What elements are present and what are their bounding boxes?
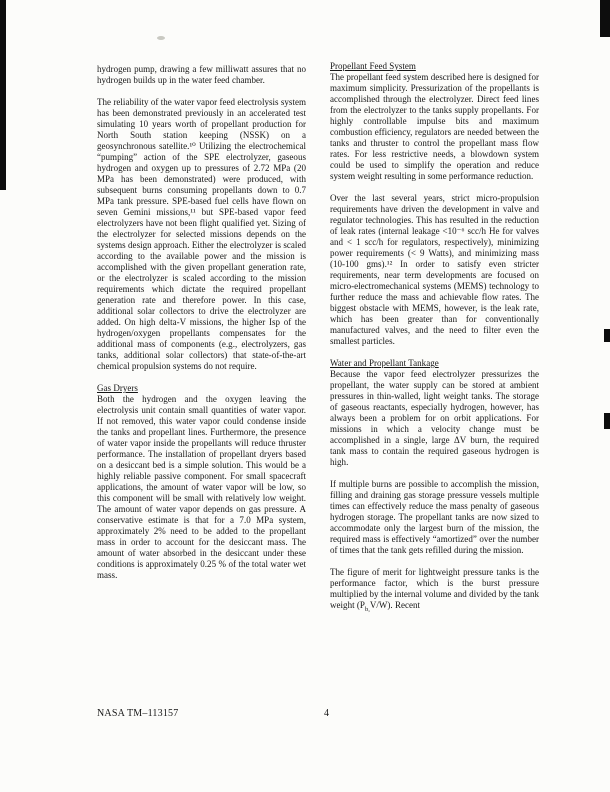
paragraph-feed-system-body: The propellant feed system described here is designed for maximum simplicity. Pressurization of the propellants is accomplished through the electrolyzer. Direct feed lines from the electrolyzer to the tanks supply propellants. For highly controllable impulse bits and maximum combustion efficiency, regulators are needed between the tanks and thruster to control the propellant mass flow rates. For less restrictive needs, a blowdown system could be used to simplify the operation and reduce system weight resulting in some performance reduction.	[330, 72, 539, 181]
footer-report-number: NASA TM–113157	[97, 708, 179, 719]
section-heading-water-propellant-tankage: Water and Propellant Tankage	[330, 358, 439, 368]
paragraph-hydrogen-pump: hydrogen pump, drawing a few milliwatt assures that no hydrogen builds up in the water feed chamber.	[97, 64, 306, 85]
scan-artifact-left-bar	[0, 0, 6, 190]
paragraph-multiple-burns: If multiple burns are possible to accomplish the mission, filling and draining gas storage pressure vessels multiple times can effectively reduce the mass penalty of gaseous hydrogen storage. The propellant tanks are now sized to accommodate only the largest burn of the mission, the required mass is effectively “amortized” over the number of times that the tank gets refilled during the mission.	[330, 479, 539, 555]
paragraph-electrolysis-reliability: The reliability of the water vapor feed electrolysis system has been demonstrated previously in an accelerated test simulating 10 years worth of propellant production for North South station keeping (NSSK) on a geosynchronous satellite.¹⁰ Utilizing the electrochemical “pumping” action of the SPE electrolyzer, gaseous hydrogen and oxygen up to pressures of 2.72 MPa (20 MPa has been demonstrated) were produced, with subsequent burns consuming propellants down to 0.7 MPa tank pressure. SPE-based fuel cells have flown on seven Gemini missions,¹¹ but SPE-based vapor feed electrolyzers have not been flight qualified yet. Sizing of the electrolyzer for selected missions depends on the systems design approach. Either the electrolyzer is scaled according to the available power and the mission is accomplished with the given propellant generation rate, or the electrolyzer is scaled according to the mission requirements which dictate the required propellant generation rate and therefore power. In this case, additional solar collectors to drive the electrolyzer are added. On high delta-V missions, the higher Isp of the hydrogen/oxygen propellants compensates for the additional mass of components (e.g., electrolyzers, gas tanks, additional solar collectors) that state-of-the-art chemical propulsion systems do not require.	[97, 97, 306, 371]
paragraph-figure-of-merit: The figure of merit for lightweight pressure tanks is the performance factor, which is the burst pressure multiplied by the internal volume and divided by the tank weight $(P_{b,}V/W)$. Recent	[330, 567, 539, 613]
footer-page-number: 4	[324, 708, 329, 719]
section-heading-propellant-feed-system: Propellant Feed System	[330, 61, 416, 71]
scan-artifact-right-tick-1	[604, 329, 610, 342]
paragraph-micropropulsion-valves: Over the last several years, strict micro-propulsion requirements have driven the development in valve and regulator technologies. This has resulted in the reduction of leak rates (internal leakage <10⁻⁶ scc/h He for valves and < 1 scc/h for regulators, respectively), minimizing power requirements (< 9 Watts), and minimizing mass (10-100 gms).¹² In order to satisfy even stricter requirements, near term developments are focused on micro-electromechanical systems (MEMS) technology to further reduce the mass and achievable flow rates. The biggest obstacle with MEMS, however, is the leak rate, which has been greater than for conventionally manufactured valves, and the need to filter even the smallest particles.	[330, 193, 539, 346]
section-heading-gas-dryers: Gas Dryers	[97, 383, 138, 393]
paragraph-gas-dryers-body: Both the hydrogen and the oxygen leaving the electrolysis unit contain small quantities of water vapor. If not removed, this water vapor could condense inside the tanks and propellant lines. Furthermore, the presence of water vapor inside the propellants will reduce thruster performance. The installation of propellant dryers based on a desiccant bed is a simple solution. This would be a highly reliable passive component. For small spacecraft applications, the amount of water vapor will be low, so this component will be small with relatively low weight. The amount of water vapor depends on gas pressure. A conservative estimate is that for a 7.0 MPa system, approximately 2% need to be added to the propellant mass in order to account for the desiccant mass. The amount of water absorbed in the desiccant under these conditions is approximately 0.25 % of the total water wet mass.	[97, 394, 306, 580]
scan-artifact-right-tick-2	[604, 413, 610, 429]
scan-artifact-top-right-corner	[600, 0, 610, 37]
right-column	[330, 61, 539, 611]
scan-artifact-speck	[157, 36, 165, 40]
left-column	[97, 64, 306, 581]
paragraph-tankage-body: Because the vapor feed electrolyzer pressurizes the propellant, the water supply can be stored at ambient pressures in thin-walled, light weight tanks. The storage of gaseous reactants, especially hydrogen, however, has always been a problem for on orbit applications. For missions in which a velocity change must be accomplished in a single, large ΔV burn, the required tank mass to contain the required gaseous hydrogen is high.	[330, 369, 539, 467]
